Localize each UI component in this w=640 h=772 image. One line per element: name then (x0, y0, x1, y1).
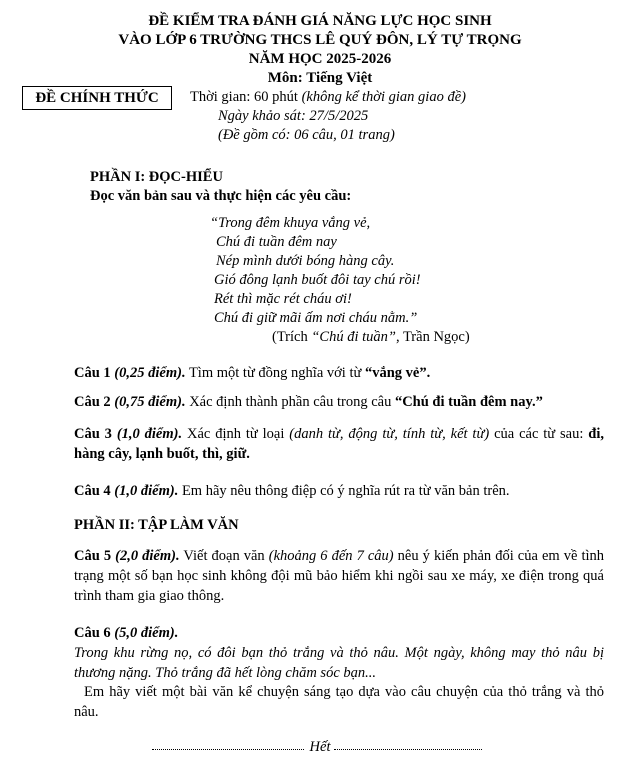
question-points: (0,75 điểm). (114, 394, 186, 410)
question-text: Viết đoạn văn (179, 548, 269, 564)
word-types: (danh từ, động từ, tính từ, kết từ) (289, 426, 490, 442)
part2-title: PHẦN II: TẬP LÀM VĂN (74, 517, 239, 533)
source-author: , Trần Ngọc) (395, 329, 470, 345)
reading-instruction: Đọc văn bản sau và thực hiện các yêu cầu: (90, 188, 352, 204)
exam-date: Ngày khảo sát: 27/5/2025 (218, 108, 369, 124)
time-info (190, 88, 466, 106)
school-year: NĂM HỌC 2025-2026 (248, 51, 392, 67)
dotted-line-right (334, 749, 482, 750)
poem-line-1: “Trong đêm khuya vắng vẻ, (210, 215, 371, 231)
question-keyword: “Chú đi tuần đêm nay.” (394, 394, 543, 410)
official-exam-box: ĐỀ CHÍNH THỨC (22, 86, 172, 110)
end-marker (152, 738, 482, 756)
question-label: Câu 3 (74, 426, 112, 442)
question-4 (74, 482, 510, 500)
time-note: (không kể thời gian giao đề) (301, 89, 466, 105)
poem-source (272, 328, 470, 346)
question-points: (0,25 điểm). (114, 365, 186, 381)
subject: Môn: Tiếng Việt (267, 70, 373, 86)
question-label: Câu 5 (74, 548, 112, 564)
q6-task: Em hãy viết một bài văn kể chuyện sáng tạo dựa vào câu chuyện của thỏ trắng và thỏ nâu. (74, 684, 604, 720)
source-title: “Chú đi tuần” (311, 329, 396, 345)
poem-line-5: Rét thì mặc rét cháu ơi! (214, 291, 352, 307)
question-label: Câu 6 (74, 625, 111, 641)
poem-line-6: Chú đi giữ mãi ấm nơi cháu nằm.” (214, 310, 418, 326)
question-points: (1,0 điểm). (114, 483, 179, 499)
poem-line-2: Chú đi tuần đêm nay (216, 234, 337, 250)
question-label: Câu 2 (74, 394, 111, 410)
question-text-2: nêu ý kiến phản đối của em về tình trạng một số bạn học sinh không đội mũ bảo hiểm khi ngồi sau xe máy, xe điện trong quá trình tham gia giao thông. (74, 548, 604, 604)
source-prefix: (Trích (272, 329, 312, 345)
poem-line-3: Nép mình dưới bóng hàng cây. (216, 253, 395, 269)
question-2 (74, 393, 543, 411)
question-text: Em hãy nêu thông điệp có ý nghĩa rút ra từ văn bản trên. (178, 483, 510, 499)
dotted-line-left (152, 749, 304, 750)
question-label: Câu 1 (74, 365, 111, 381)
question-points: (1,0 điểm). (116, 426, 183, 442)
question-points: (2,0 điểm). (115, 548, 180, 564)
end-text: Hết (309, 739, 331, 755)
question-text-2: của các từ sau: (489, 426, 589, 442)
time-limit: Thời gian: 60 phút (190, 89, 298, 105)
poem-line-4: Gió đông lạnh buốt đôi tay chú rồi! (214, 272, 421, 288)
question-6-heading (74, 624, 178, 642)
part1-title: PHẦN I: ĐỌC-HIỂU (90, 169, 223, 185)
q6-story: Trong khu rừng nọ, có đôi bạn thỏ trắng và thỏ nâu. Một ngày, không may thỏ nâu bị thương nặng. Thỏ trắng đã hết lòng chăm sóc bạn... (74, 645, 604, 681)
question-keyword: “vắng vẻ”. (364, 365, 431, 381)
question-3 (74, 424, 604, 464)
exam-structure: (Đề gồm có: 06 câu, 01 trang) (218, 127, 395, 143)
length-note: (khoảng 6 đến 7 câu) (268, 548, 394, 564)
question-5 (74, 546, 604, 606)
question-text: Tìm một từ đồng nghĩa với từ (185, 365, 365, 381)
exam-title-line2: VÀO LỚP 6 TRƯỜNG THCS LÊ QUÝ ĐÔN, LÝ TỰ TRỌNG (118, 32, 522, 48)
question-keyword: đi, hàng cây, lạnh buốt, thì, giữ. (74, 426, 604, 462)
question-points: (5,0 điểm). (114, 625, 179, 641)
exam-title-line1: ĐỀ KIỂM TRA ĐÁNH GIÁ NĂNG LỰC HỌC SINH (148, 13, 492, 29)
question-label: Câu 4 (74, 483, 111, 499)
question-text: Xác định từ loại (182, 426, 290, 442)
question-text: Xác định thành phần câu trong câu (185, 394, 395, 410)
question-1 (74, 364, 430, 382)
